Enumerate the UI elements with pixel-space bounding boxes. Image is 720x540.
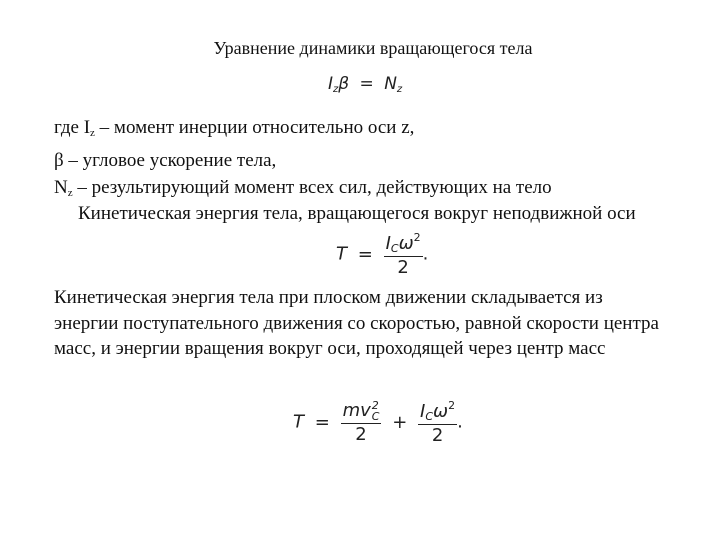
paragraph-line: Кинетическая энергия тела при плоском движении складывается из <box>54 287 603 308</box>
paragraph-line: масс, и энергии вращения вокруг оси, проходящей через центр масс <box>54 338 606 359</box>
fraction <box>384 232 423 277</box>
formula-inertia-symbol: I <box>328 74 334 94</box>
definition-inertia-text: – момент инерции относительно оси z, <box>94 117 415 138</box>
formula-mass-symbol: m <box>342 400 361 422</box>
definition-moment-prefix: N <box>54 177 68 198</box>
formula-equals: = <box>359 74 374 94</box>
formula-period: . <box>422 243 429 265</box>
formula-exponent: 2 <box>448 399 456 412</box>
definition-inertia-prefix: где I <box>54 117 91 138</box>
definition-inertia <box>54 114 552 147</box>
definition-moment-subscript: z <box>67 187 73 199</box>
fraction-numerator <box>418 400 457 425</box>
formula-plus: + <box>392 411 408 433</box>
formula-t-symbol: T <box>336 243 347 265</box>
formula-inertia-symbol: I <box>420 401 426 422</box>
formula-velocity-subscript: C <box>371 410 380 424</box>
formula-exponent: 2 <box>413 231 421 244</box>
formula-exponent: 2 <box>371 399 379 413</box>
formula-equals: = <box>357 243 373 265</box>
formula-inertia-symbol: I <box>385 233 391 254</box>
fraction-numerator <box>384 232 423 257</box>
plane-motion-paragraph <box>54 285 704 362</box>
definition-moment-text: – результирующий момент всех сил, действующих на тело <box>72 177 552 198</box>
formula-inertia-subscript: z <box>333 84 339 95</box>
formula-omega-symbol: ω <box>433 401 449 422</box>
formula-inertia-subscript: C <box>425 410 434 423</box>
paragraph-line: энергии поступательного движения со скоростью, равной скорости центра <box>54 312 659 334</box>
section-heading-rotational-energy: Кинетическая энергия тела, вращающегося вокруг неподвижной оси <box>78 203 636 224</box>
formula-period: . <box>457 411 463 433</box>
formula-moment-symbol: N <box>384 74 397 94</box>
plane-motion-energy-formula <box>293 400 463 445</box>
fraction-denominator: 2 <box>431 424 444 446</box>
formula-moment-subscript: z <box>396 84 403 95</box>
formula-t-symbol: T <box>293 411 304 433</box>
definition-inertia-subscript: z <box>90 127 95 139</box>
formula-beta-symbol: β <box>338 74 350 94</box>
fraction-rotational <box>418 400 457 445</box>
formula-velocity-indices <box>372 400 380 422</box>
definition-acceleration: β – угловое ускорение тела, <box>54 150 277 171</box>
rotation-dynamics-formula <box>328 74 402 95</box>
fraction-numerator <box>341 400 382 424</box>
fraction-translational <box>341 400 382 445</box>
formula-omega-symbol: ω <box>398 233 414 254</box>
page-title: Уравнение динамики вращающегося тела <box>213 38 533 58</box>
formula-equals: = <box>314 411 330 433</box>
rotational-energy-formula <box>336 232 428 277</box>
fraction-denominator: 2 <box>397 256 409 278</box>
formula-velocity-symbol: v <box>360 400 371 422</box>
definitions-block <box>54 114 552 207</box>
fraction-denominator: 2 <box>355 424 367 446</box>
formula-inertia-subscript: C <box>390 242 399 255</box>
